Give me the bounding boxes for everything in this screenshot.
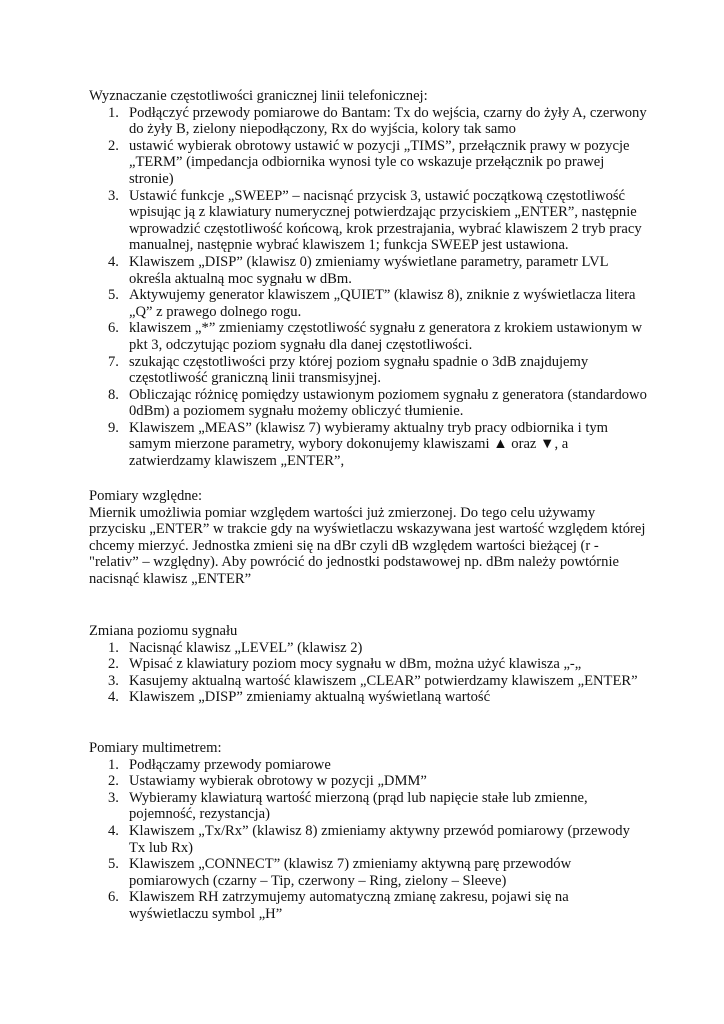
section-heading: Zmiana poziomu sygnału bbox=[89, 623, 238, 639]
list-item-text: Aktywujemy generator klawiszem „QUIET” (klawisz 8), zniknie z wyświetlacza litera „Q” z prawego dolnego rogu. bbox=[129, 287, 636, 320]
section-heading: Pomiary względne: bbox=[89, 488, 203, 504]
list-item-text: Obliczając różnicę pomiędzy ustawionym poziomem sygnału z generatora (standardowo 0dBm) a poziomem sygnału możemy obliczyć tłumienie. bbox=[129, 386, 647, 420]
section-heading: Pomiary multimetrem: bbox=[89, 740, 222, 756]
list-item-text: Nacisnąć klawisz „LEVEL” (klawisz 2) bbox=[129, 639, 363, 656]
list-item-text: klawiszem „*” zmieniamy częstotliwość sygnału z generatora z krokiem ustawionym w pkt 3, odczytując poziom sygnału dla danej częstotliwości. bbox=[129, 320, 643, 353]
list-item-text: Podłączyć przewody pomiarowe do Bantam: Tx do wejścia, czarny do żyły A, czerwony do żyły B, zielony niepodłączony, Rx do wyjścia, kolory tak samo bbox=[129, 104, 647, 138]
list-number: 2. bbox=[108, 773, 119, 790]
section-paragraph: Miernik umożliwia pomiar względem wartości już zmierzonej. Do tego celu używamy przycisku „ENTER” w trakcie gdy na wyświetlaczu wskazywana jest wartość względem której chcemy mierzyć. Jednostka zmieni się na dBr czyli dB względem wartości bieżącej (r - "relativ” – względny). Aby powrócić do jednostki podstawowej np. dBm należy powtórnie nacisnąć klawisz „ENTER” bbox=[89, 504, 646, 587]
list-item-text: Klawiszem „Tx/Rx” (klawisz 8) zmieniamy aktywny przewód pomiarowy (przewody Tx lub Rx) bbox=[129, 822, 630, 856]
list-number: 1. bbox=[108, 756, 119, 773]
list-number: 1. bbox=[108, 104, 119, 121]
list-item bbox=[108, 656, 649, 673]
list-number: 4. bbox=[108, 822, 119, 839]
list-item bbox=[108, 789, 649, 823]
list-number: 4. bbox=[108, 689, 119, 706]
list-item bbox=[108, 320, 649, 353]
section-relative-measurements bbox=[89, 488, 649, 588]
list-item bbox=[108, 187, 649, 254]
list-item bbox=[108, 822, 649, 856]
list-number: 2. bbox=[108, 656, 119, 673]
list-item bbox=[108, 419, 649, 470]
list-number: 9. bbox=[108, 419, 119, 436]
list-item-text: Ustawić funkcje „SWEEP” – nacisnąć przycisk 3, ustawić początkową częstotliwość wpisując ją z klawiatury numerycznej potwierdzając przyciskiem „ENTER”, następnie wprowadzić częstotliwość końcową, krok przestrajania, wybrać klawiszem 2 tryb pracy manualnej, następnie wybrać klawiszem 1; funkcja SWEEP jest ustawiona. bbox=[129, 187, 642, 254]
list-item bbox=[108, 639, 649, 657]
list-number: 1. bbox=[108, 639, 119, 656]
list-item-text: Kasujemy aktualną wartość klawiszem „CLEAR” potwierdzamy klawiszem „ENTER” bbox=[129, 672, 638, 689]
list-item bbox=[108, 386, 649, 420]
numbered-list bbox=[89, 105, 649, 470]
list-item bbox=[108, 672, 649, 690]
list-item bbox=[108, 137, 649, 188]
list-item-text: Podłączamy przewody pomiarowe bbox=[129, 756, 331, 773]
list-item-text: Wybieramy klawiaturą wartość mierzoną (prąd lub napięcie stałe lub zmienne, pojemność, rezystancja) bbox=[129, 789, 588, 823]
list-item-text: ustawić wybierak obrotowy ustawić w pozycji „TIMS”, przełącznik prawy w pozycje „TERM” (impedancja odbiornika wynosi tyle co wskazuje przełącznik po prawej stronie) bbox=[129, 137, 630, 187]
list-item-text: Klawiszem „DISP” (klawisz 0) zmieniamy wyświetlane parametry, parametr LVL określa aktualną moc sygnału w dBm. bbox=[129, 253, 608, 287]
list-number: 5. bbox=[108, 287, 119, 304]
list-item-text: Wpisać z klawiatury poziom mocy sygnału w dBm, można użyć klawisza „-„ bbox=[129, 656, 582, 673]
list-number: 6. bbox=[108, 889, 119, 906]
list-item-text: Klawiszem „DISP” zmieniamy aktualną wyświetlaną wartość bbox=[129, 689, 491, 706]
list-number: 3. bbox=[108, 187, 119, 204]
section-frequency-limit bbox=[89, 88, 649, 470]
section-multimeter bbox=[89, 740, 649, 923]
list-number: 8. bbox=[108, 386, 119, 403]
list-item-text: Klawiszem „MEAS” (klawisz 7) wybieramy aktualny tryb pracy odbiornika i tym samym mierzone parametry, wybory dokonujemy klawiszami ▲ oraz ▼, a zatwierdzamy klawiszem „ENTER”, bbox=[129, 419, 609, 470]
list-number: 4. bbox=[108, 253, 119, 270]
list-number: 7. bbox=[108, 353, 119, 370]
list-number: 3. bbox=[108, 789, 119, 806]
list-item bbox=[108, 287, 649, 320]
numbered-list bbox=[89, 640, 649, 706]
list-item-text: Ustawiamy wybierak obrotowy w pozycji „DMM” bbox=[129, 773, 427, 790]
list-item bbox=[108, 889, 649, 922]
list-number: 5. bbox=[108, 856, 119, 873]
list-item bbox=[108, 756, 649, 774]
list-number: 2. bbox=[108, 137, 119, 154]
list-item bbox=[108, 353, 649, 387]
list-item bbox=[108, 689, 649, 706]
list-item-text: Klawiszem RH zatrzymujemy automatyczną zmianę zakresu, pojawi się na wyświetlaczu symbol „H” bbox=[129, 889, 569, 922]
list-item bbox=[108, 104, 649, 138]
list-item bbox=[108, 856, 649, 889]
section-signal-level bbox=[89, 623, 649, 706]
list-item-text: Klawiszem „CONNECT” (klawisz 7) zmieniamy aktywną parę przewodów pomiarowych (czarny – Tip, czerwony – Ring, zielony – Sleeve) bbox=[129, 856, 572, 889]
list-item-text: szukając częstotliwości przy której poziom sygnału spadnie o 3dB znajdujemy częstotliwość graniczną linii transmisyjnej. bbox=[129, 353, 589, 387]
numbered-list bbox=[89, 757, 649, 923]
list-number: 6. bbox=[108, 320, 119, 337]
list-item bbox=[108, 773, 649, 790]
list-item bbox=[108, 253, 649, 287]
section-heading: Wyznaczanie częstotliwości granicznej linii telefonicznej: bbox=[89, 88, 428, 104]
list-number: 3. bbox=[108, 672, 119, 689]
